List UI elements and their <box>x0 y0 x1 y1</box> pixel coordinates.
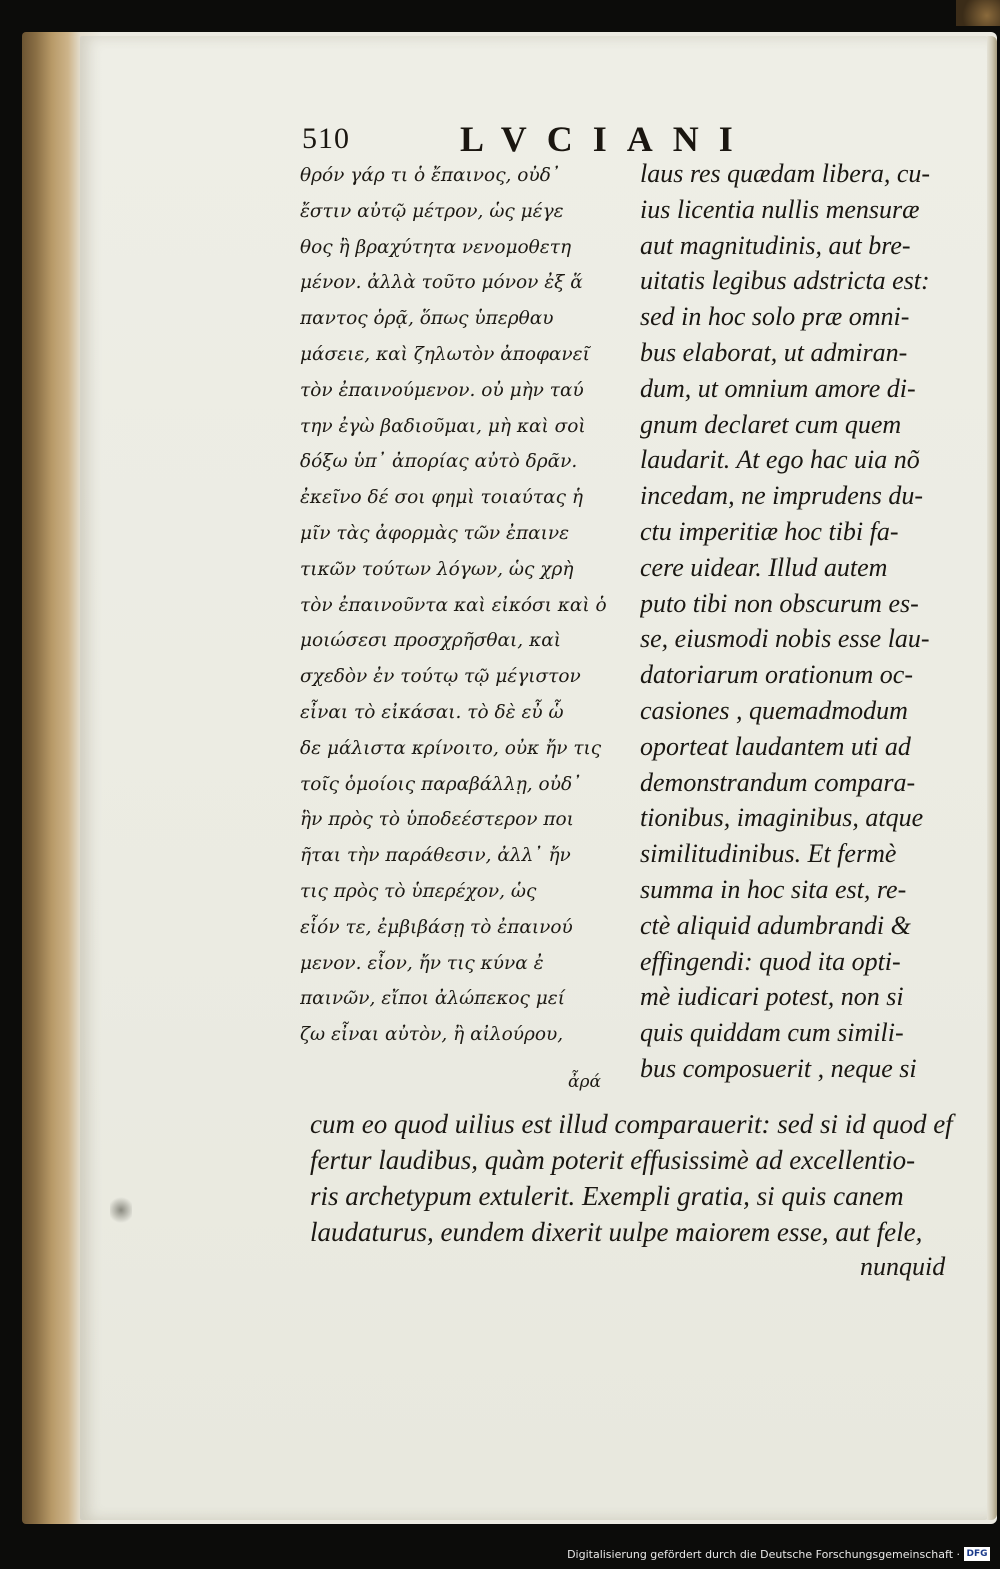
latin-line: effingendi: quod ita opti- <box>640 946 901 976</box>
latin-line: datoriarum orationum oc- <box>640 660 913 690</box>
latin-line: ius licentia nullis mensuræ <box>640 194 920 224</box>
funding-credit: Digitalisierung gefördert durch die Deutsche Forschungsgemeinschaft · <box>567 1548 960 1561</box>
greek-line: ζω εἶναι αὐτὸν, ἢ αἰλούρου, <box>300 1024 564 1046</box>
latin-line: ris archetypum extulerit. Exempli gratia, si quis canem <box>310 1181 904 1211</box>
latin-line: fertur laudibus, quàm poterit effusissimè ad excellentio- <box>310 1145 916 1175</box>
latin-line: bus composuerit , neque si <box>640 1053 917 1083</box>
greek-line: μάσειε, καὶ ζηλωτὸν ἀποφανεῖ <box>300 343 590 365</box>
running-title: LVCIANI <box>460 119 753 159</box>
page-number: 510 <box>302 122 350 155</box>
latin-catchword: nunquid <box>860 1252 946 1281</box>
greek-line: τικῶν τούτων λόγων, ὡς χρὴ <box>300 558 574 580</box>
binding-corner <box>956 0 1000 26</box>
greek-line: μένον. ἀλλὰ τοῦτο μόνον ἐξ ἅ <box>300 272 583 294</box>
greek-column <box>300 158 625 1053</box>
greek-line: ἐκεῖνο δέ σοι φημὶ τοιαύτας ἡ <box>300 487 583 509</box>
greek-line: τις πρὸς τὸ ὑπερέχον, ὡς <box>300 880 537 902</box>
greek-line: ἔστιν αὐτῷ μέτρον, ὡς μέγε <box>300 200 564 222</box>
latin-line: casiones , quemadmodum <box>640 695 908 725</box>
greek-line: εἷόν τε, ἐμβιβάσῃ τὸ ἐπαινού <box>300 916 573 938</box>
greek-line: την ἐγὼ βαδιοῦμαι, μὴ καὶ σοὶ <box>300 415 586 437</box>
latin-line: uitatis legibus adstricta est: <box>640 266 930 296</box>
latin-line: cere uidear. Illud autem <box>640 552 888 582</box>
greek-line: θρόν γάρ τι ὁ ἔπαινος, οὐδ᾽ <box>300 165 561 186</box>
latin-line: gnum declaret cum quem <box>640 409 902 439</box>
greek-line: ἣν πρὸς τὸ ὑποδεέστερον ποι <box>300 809 574 831</box>
latin-line: demonstrandum compara- <box>640 767 916 797</box>
greek-line: μῖν τὰς ἀφορμὰς τῶν ἐπαινε <box>300 522 570 544</box>
latin-line: mè iudicari potest, non si <box>640 982 904 1012</box>
greek-line: μοιώσεσι προσχρῆσθαι, καὶ <box>300 630 561 652</box>
latin-line: laudaturus, eundem dixerit uulpe maiorem esse, aut fele, <box>310 1217 923 1247</box>
greek-line: τὸν ἐπαινούμενον. οὐ μὴν ταύ <box>300 379 584 401</box>
latin-line: se, eiusmodi nobis esse lau- <box>640 624 930 654</box>
greek-line: τὸν ἐπαινοῦντα καὶ εἰκόσι καὶ ὁ <box>300 594 607 616</box>
greek-line: δόξω ὑπ᾽ ἀπορίας αὐτὸ δρᾶν. <box>300 451 578 473</box>
latin-line: ctè aliquid adumbrandi & <box>640 910 911 940</box>
greek-line: τοῖς ὁμοίοις παραβάλλῃ, οὐδ᾽ <box>300 773 582 795</box>
latin-line: similitudinibus. Et fermè <box>640 839 897 869</box>
latin-line: puto tibi non obscurum es- <box>640 588 919 618</box>
latin-line: dum, ut omnium amore di- <box>640 373 916 403</box>
latin-line: sed in hoc solo præ omni- <box>640 302 910 332</box>
greek-line: εἶναι τὸ εἰκάσαι. τὸ δὲ εὖ ὧ <box>300 701 564 723</box>
latin-line: summa in hoc sita est, re- <box>640 874 907 904</box>
latin-line: incedam, ne imprudens du- <box>640 481 924 511</box>
greek-line: σχεδὸν ἐν τούτῳ τῷ μέγιστον <box>300 666 581 688</box>
greek-line: ῆται τὴν παράθεσιν, ἀλλ᾽ ἤν <box>300 845 571 867</box>
viewer-footer <box>0 1542 1000 1569</box>
latin-line: quis quiddam cum simili- <box>640 1018 904 1048</box>
greek-line: μενον. εἶον, ἤν τις κύνα ἐ <box>300 952 544 974</box>
dfg-logo-icon: DFG <box>964 1547 990 1561</box>
latin-line: aut magnitudinis, aut bre- <box>640 230 911 260</box>
greek-line: δε μάλιστα κρίνοιτο, οὐκ ἤν τις <box>300 737 602 759</box>
latin-line: tionibus, imaginibus, atque <box>640 803 924 833</box>
latin-column <box>640 156 960 1087</box>
ink-smudge <box>110 1195 132 1225</box>
latin-line: oporteat laudantem uti ad <box>640 731 911 761</box>
latin-line: ctu imperitiæ hoc tibi fa- <box>640 516 899 546</box>
latin-line: cum eo quod uilius est illud comparauerit: sed si id quod ef <box>310 1109 953 1139</box>
page-edge <box>987 36 997 1520</box>
greek-line: θος ἢ βραχύτητα νενομοθετη <box>300 236 572 258</box>
latin-full-width-text <box>310 1106 960 1250</box>
greek-catchword: ἆρά <box>568 1072 601 1092</box>
greek-line: παντος ὁρᾷ, ὅπως ὑπερθαυ <box>300 308 554 330</box>
latin-line: laudarit. At ego hac uia nõ <box>640 445 920 475</box>
latin-line: bus elaborat, ut admiran- <box>640 337 908 367</box>
latin-line: laus res quædam libera, cu- <box>640 159 931 188</box>
greek-line: παινῶν, εἴποι ἀλώπεκος μεί <box>300 988 565 1010</box>
